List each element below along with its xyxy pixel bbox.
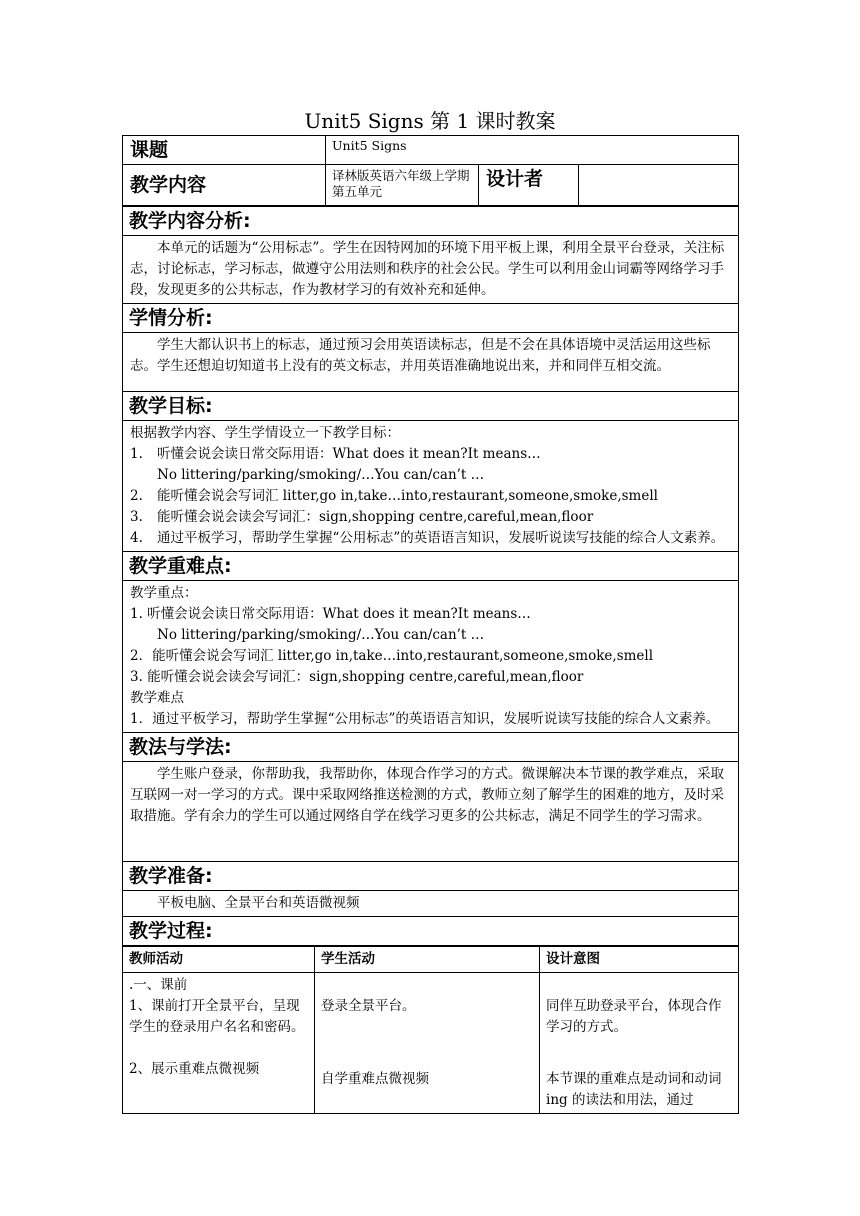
- methods-text: 学生账户登录，你帮助我，我帮助你，体现合作学习的方式。微课解决本节课的教学难点，采取互联网一对一学习的方式。课中采取网络推送检测的方式，教师立刻了解学生的困难的地方，及时采取措施。学有余力的学生可以通过网络自学在线学习更多的公共标志，满足不同学生的学习需求。: [130, 766, 724, 824]
- header-table: [122, 135, 739, 206]
- designer-label: 设计者: [479, 165, 579, 206]
- key-points-label: 教学重点：: [130, 585, 198, 601]
- topic-value: Unit5 Signs: [326, 136, 739, 165]
- objective-item: 3. 能听懂会说会读会写词汇：sign,shopping centre,careful,mean,floor: [130, 509, 594, 525]
- column-intent: 设计意图: [540, 947, 739, 973]
- process-title: 教学过程:: [123, 917, 739, 946]
- key-point-3: 3. 能听懂会说会读会写词汇：sign,shopping centre,careful,mean,floor: [130, 669, 584, 685]
- objective-item: 4. 通过平板学习，帮助学生掌握“公用标志”的英语语言知识，发展听说读写技能的综合人文素养。: [130, 530, 725, 546]
- column-teacher: 教师活动: [123, 947, 315, 973]
- objectives-list: [130, 444, 731, 549]
- objectives-title: 教学目标:: [123, 392, 739, 421]
- intent-step-0: 同伴互助登录平台，体现合作学习的方式。: [546, 998, 722, 1035]
- content-analysis-title: 教学内容分析:: [123, 207, 739, 236]
- key-points-title: 教学重难点:: [123, 552, 739, 581]
- designer-value: [579, 165, 739, 206]
- column-student: 学生活动: [315, 947, 540, 973]
- difficult-label: 教学难点: [130, 690, 184, 706]
- objectives-intro: 根据教学内容、学生学情设立一下教学目标：: [130, 425, 400, 441]
- lesson-plan-table: [122, 135, 738, 1114]
- student-activity: [315, 973, 540, 1114]
- objectives-body: [123, 421, 739, 552]
- content-analysis-text: 本单元的话题为“公用标志”。学生在因特网加的环境下用平板上课，利用全景平台登录，关注标志，讨论标志，学习标志，做遵守公用法则和秩序的社会公民。学生可以利用金山词霸等网络学习手段，发现更多的公共标志，作为教材学习的有效补充和延伸。: [130, 240, 725, 298]
- key-point-1-sub: No littering/parking/smoking/…You can/can’t …: [157, 627, 485, 643]
- preparation-text: 平板电脑、全景平台和英语微视频: [157, 895, 360, 911]
- topic-label: 课题: [123, 136, 326, 165]
- key-point-1: 1. 听懂会说会读日常交际用语：What does it mean?It means…: [130, 606, 531, 622]
- content-value: 译林版英语六年级上学期第五单元: [326, 165, 479, 206]
- teacher-activity: [123, 973, 315, 1114]
- student-analysis-title: 学情分析:: [123, 304, 739, 333]
- methods-title: 教法与学法:: [123, 733, 739, 762]
- document-title: Unit5 Signs 第 1 课时教案: [304, 109, 556, 133]
- process-table: [122, 946, 739, 1114]
- content-label: 教学内容: [123, 165, 326, 206]
- sections-table: [122, 206, 739, 946]
- teacher-step-2: 2、展示重难点微视频: [129, 1061, 260, 1077]
- preparation-title: 教学准备:: [123, 862, 739, 891]
- key-point-2: 2．能听懂会说会写词汇 litter,go in,take…into,restaurant,someone,smoke,smell: [130, 648, 654, 664]
- student-analysis-text: 学生大都认识书上的标志，通过预习会用英语读标志，但是不会在具体语境中灵活运用这些标志。学生还想迫切知道书上没有的英文标志，并用英语准确地说出来，并和同伴互相交流。: [130, 337, 711, 374]
- teacher-step-0: .一、课前: [129, 977, 188, 993]
- student-step-0: 登录全景平台。: [321, 998, 416, 1014]
- teacher-step-1: 1、课前打开全景平台，呈现学生的登录用户名名和密码。: [129, 998, 305, 1035]
- objective-item: 1. 听懂会说会读日常交际用语：What does it mean?It means… No littering/parking/smoking/…You can/can’t …: [130, 446, 541, 483]
- objective-item: 2. 能听懂会说会写词汇 litter,go in,take…into,restaurant,someone,smoke,smell: [130, 488, 658, 504]
- difficult-point: 1．通过平板学习，帮助学生掌握“公用标志”的英语语言知识，发展听说读写技能的综合人文素养。: [130, 711, 720, 727]
- key-points-body: [123, 581, 739, 733]
- student-step-1: 自学重难点微视频: [321, 1071, 429, 1087]
- intent-step-1: 本节课的重难点是动词和动词 ing 的读法和用法，通过: [546, 1071, 722, 1108]
- design-intent: [540, 973, 739, 1114]
